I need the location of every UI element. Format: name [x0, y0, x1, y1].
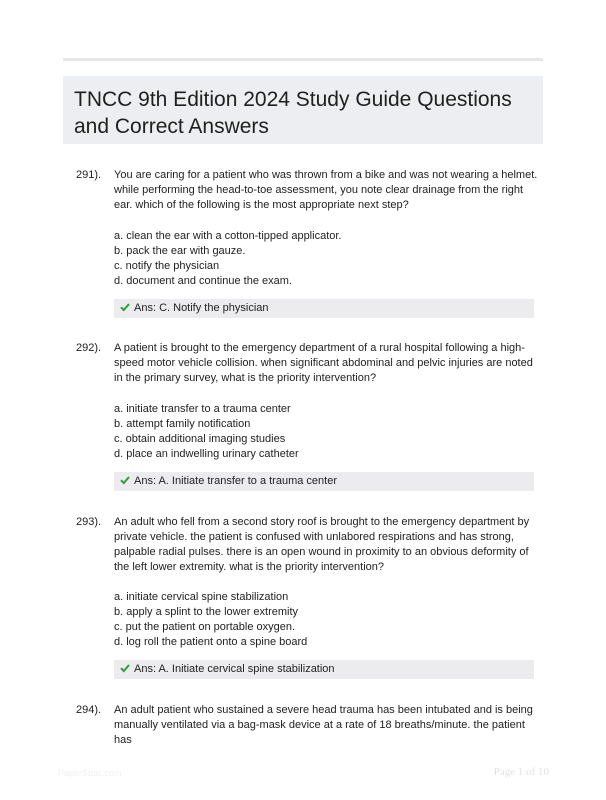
option: a. clean the ear with a cotton-tipped applicator.	[114, 230, 342, 242]
footer-watermark: PaperStoic.com	[58, 768, 122, 778]
option: a. initiate cervical spine stabilization	[114, 591, 289, 603]
option: d. log roll the patient onto a spine board	[114, 636, 308, 648]
question-number: 292).	[76, 342, 102, 354]
answer-text: Ans: A. Initiate cervical spine stabilization	[134, 663, 335, 675]
answer-box	[114, 472, 534, 491]
option: b. pack the ear with gauze.	[114, 245, 246, 257]
options-list	[114, 590, 534, 650]
option: c. notify the physician	[114, 260, 220, 272]
answer-text: Ans: A. Initiate transfer to a trauma center	[134, 475, 337, 487]
question-number: 293).	[76, 516, 102, 528]
question-text: A patient is brought to the emergency department of a rural hospital following a high-speed motor vehicle collision. when significant abdominal and pelvic injuries are noted in the primary survey, what is the priority intervention?	[114, 342, 533, 384]
check-icon	[120, 302, 130, 312]
option: a. initiate transfer to a trauma center	[114, 403, 291, 415]
options-list	[114, 402, 534, 462]
answer-text: Ans: C. Notify the physician	[134, 302, 269, 314]
page-number: Page 1 of 10	[493, 766, 549, 778]
question-number: 294).	[76, 704, 102, 716]
page-title: TNCC 9th Edition 2024 Study Guide Questions and Correct Answers	[74, 88, 512, 138]
option: b. attempt family notification	[114, 418, 251, 430]
option: d. place an indwelling urinary catheter	[114, 448, 299, 460]
question-text: You are caring for a patient who was thrown from a bike and was not wearing a helmet. while performing the head-to-toe assessment, you note clear drainage from the right ear. which of the following is the most appropriate next step?	[114, 169, 538, 211]
question-text: An adult patient who sustained a severe head trauma has been intubated and is being manually ventilated via a bag-mask device at a rate of 18 breaths/minute. the patient has	[114, 704, 533, 746]
option: d. document and continue the exam.	[114, 275, 292, 287]
question-text: An adult who fell from a second story roof is brought to the emergency department by private vehicle. the patient is confused with unlabored respirations and has strong, palpable radial pulses. there is an open wound in proximity to an obvious deformity of the left lower extremity. what is the priority intervention?	[114, 516, 530, 573]
check-icon	[120, 663, 130, 673]
answer-box	[114, 660, 534, 679]
top-divider	[63, 58, 543, 61]
question-number: 291).	[76, 169, 102, 181]
check-icon	[120, 475, 130, 485]
answer-box	[114, 299, 534, 318]
option: c. obtain additional imaging studies	[114, 433, 286, 445]
option: c. put the patient on portable oxygen.	[114, 621, 296, 633]
title-banner	[63, 76, 543, 144]
options-list	[114, 229, 534, 289]
option: b. apply a splint to the lower extremity	[114, 606, 299, 618]
